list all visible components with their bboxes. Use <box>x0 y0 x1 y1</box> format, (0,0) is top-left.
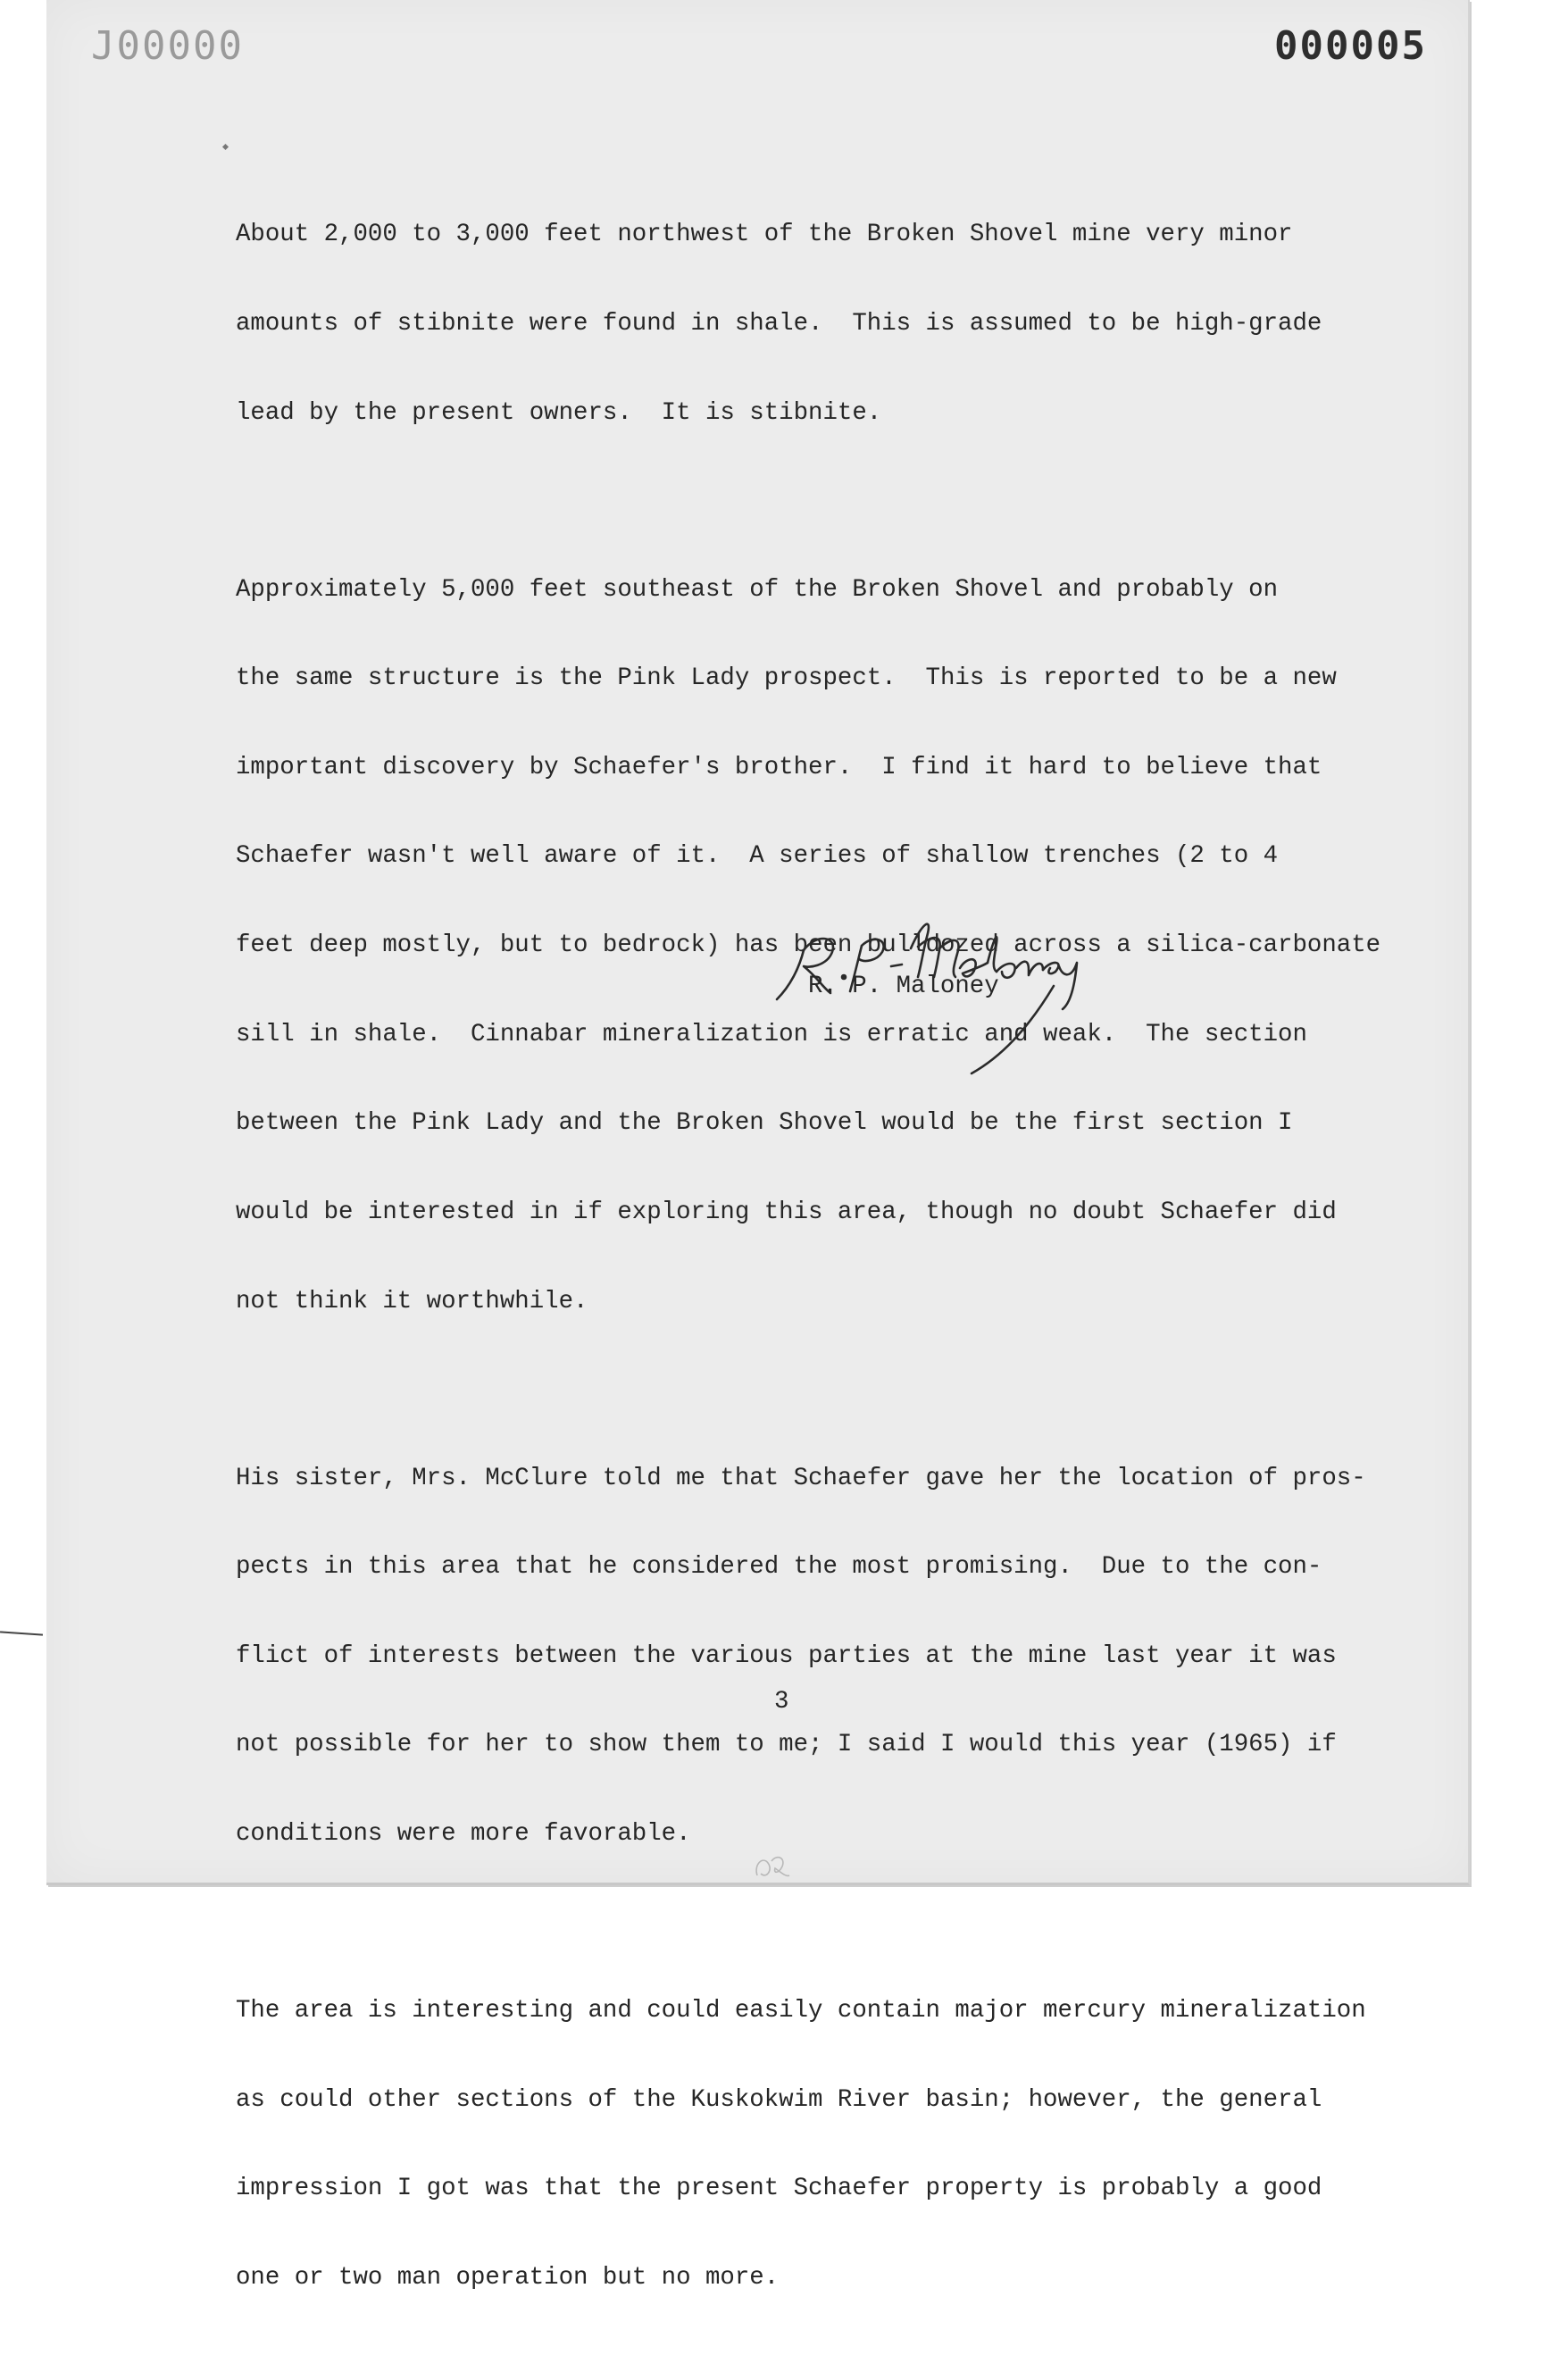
text-line: flict of interests between the various parties at the mine last year it was <box>236 1641 1337 1670</box>
page-number: 3 <box>774 1688 789 1716</box>
document-stamp-number: 000005 <box>1274 23 1427 69</box>
faint-initials-mark <box>750 1849 795 1884</box>
document-page <box>46 0 1470 2292</box>
text-line: About 2,000 to 3,000 feet northwest of the Broken Shovel mine very minor <box>236 221 1293 249</box>
text-line: would be interested in if exploring this area, though no doubt Schaefer did <box>236 1198 1337 1226</box>
text-line: not think it worthwhile. <box>236 1287 588 1315</box>
text-line: feet deep mostly, but to bedrock) has been bulldozed across a silica-carbonate <box>236 931 1381 960</box>
text-line: The area is interesting and could easily contain major mercury mineralization <box>236 1996 1366 2025</box>
text-line: lead by the present owners. It is stibnite. <box>236 398 882 427</box>
text-line: conditions were more favorable. <box>236 1819 691 1848</box>
text-line: sill in shale. Cinnabar mineralization is erratic and weak. The section <box>236 1020 1307 1048</box>
text-line: impression I got was that the present Schaefer property is probably a good <box>236 2175 1322 2203</box>
text-line: important discovery by Schaefer's brother. I find it hard to believe that <box>236 753 1322 781</box>
margin-mark <box>0 1631 43 1635</box>
text-line: not possible for her to show them to me; I said I would this year (1965) if <box>236 1731 1337 1759</box>
text-line: His sister, Mrs. McClure told me that Schaefer gave her the location of pros- <box>236 1464 1366 1492</box>
letter-body <box>236 161 1468 2380</box>
paragraph-1 <box>236 161 1468 487</box>
text-line: between the Pink Lady and the Broken Shovel would be the first section I <box>236 1109 1293 1138</box>
typed-signature-name: R. P. Maloney <box>808 973 999 1000</box>
text-line: one or two man operation but no more. <box>236 2263 780 2292</box>
text-line: amounts of stibnite were found in shale. This is assumed to be high-grade <box>236 310 1322 338</box>
paragraph-4 <box>236 1937 1468 2352</box>
text-line: pects in this area that he considered the most promising. Due to the con- <box>236 1553 1322 1582</box>
paper-speck <box>222 144 229 150</box>
text-line: the same structure is the Pink Lady prospect. This is reported to be a new <box>236 664 1337 693</box>
text-line: as could other sections of the Kuskokwim River basin; however, the general <box>236 2085 1322 2114</box>
document-stamp-left: J00000 <box>91 23 244 69</box>
text-line: Schaefer wasn't well aware of it. A series of shallow trenches (2 to 4 <box>236 842 1279 871</box>
text-line: Approximately 5,000 feet southeast of the Broken Shovel and probably on <box>236 575 1279 604</box>
paragraph-3 <box>236 1404 1468 1908</box>
